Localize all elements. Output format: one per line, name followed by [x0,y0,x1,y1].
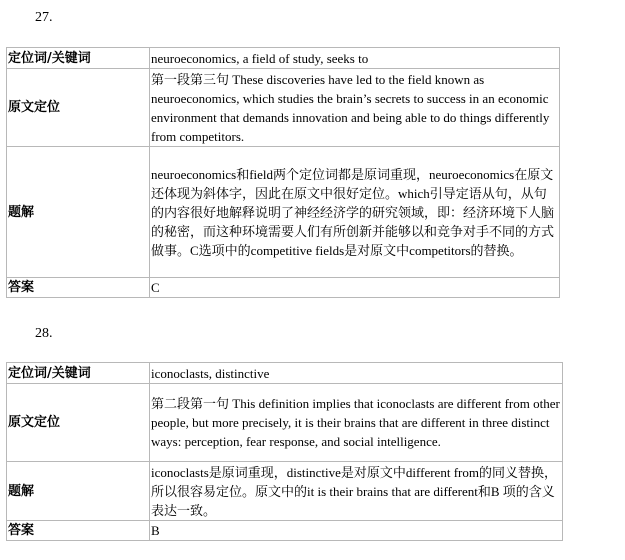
table-row [7,278,560,298]
question-number: 27. [35,10,53,25]
table-row [7,147,560,278]
row-value: 第二段第一句 This definition implies that iconoclasts are different from other people, but more precisely, it is their brains that are different in three distinct ways: perception, fear response, and social intelligence. [150,384,563,462]
question-table [6,47,560,298]
table-row [7,69,560,147]
row-label: 答案 [7,278,150,298]
table-row [7,363,563,384]
question-number: 28. [35,326,53,341]
table-row [7,48,560,69]
row-value: C [150,278,560,298]
row-value: neuroeconomics, a field of study, seeks to [150,48,560,69]
row-label: 答案 [7,521,150,541]
row-label: 原文定位 [7,384,150,462]
row-label: 定位词/关键词 [7,48,150,69]
row-value: iconoclasts是原词重现，distinctive是对原文中different from的同义替换，所以很容易定位。原文中的it is their brains that are different和B 项的含义表达一致。 [150,462,563,521]
row-value: B [150,521,563,541]
question-table [6,362,563,541]
table-row [7,462,563,521]
row-label: 定位词/关键词 [7,363,150,384]
row-label: 题解 [7,462,150,521]
row-value: iconoclasts, distinctive [150,363,563,384]
row-label: 原文定位 [7,69,150,147]
row-value: 第一段第三句 These discoveries have led to the field known as neuroeconomics, which studies the brain’s secrets to success in an economic environment that demands innovation and being able to do things differently from competitors. [150,69,560,147]
row-label: 题解 [7,147,150,278]
table-row [7,521,563,541]
row-value: neuroeconomics和field两个定位词都是原词重现，neuroeconomics在原文还体现为斜体字，因此在原文中很好定位。which引导定语从句，从句的内容很好地解释说明了神经经济学的研究领域，即：经济环境下人脑的秘密，而这种环境需要人们有所创新并能够以和竞争对手不同的方式做事。C选项中的competitive fields是对原文中competitors的替换。 [150,147,560,278]
table-row [7,384,563,462]
